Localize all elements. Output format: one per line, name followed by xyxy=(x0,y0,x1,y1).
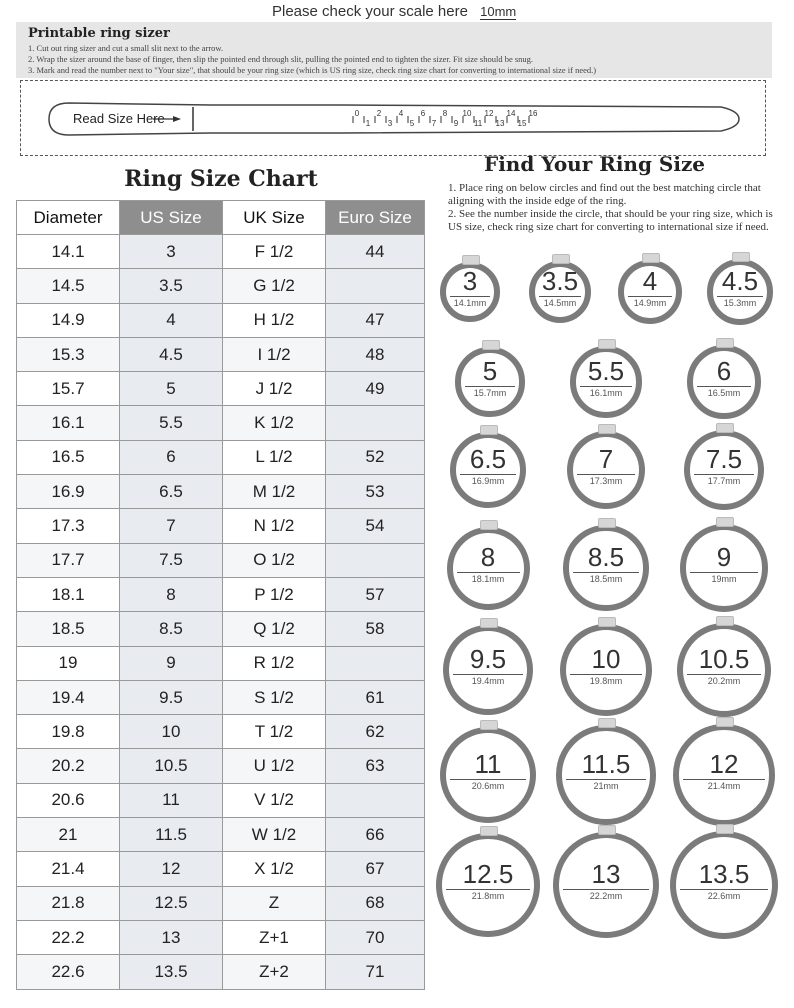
cell-euro-size: 62 xyxy=(326,715,425,749)
ring-circle xyxy=(567,431,645,509)
diamond-icon xyxy=(598,424,616,434)
cell-uk-size: I 1/2 xyxy=(223,337,326,371)
strip-scale-label: 16 xyxy=(528,109,538,118)
diamond-icon xyxy=(480,425,498,435)
ring-us-size: 9.5 xyxy=(469,643,507,674)
ring-diameter-line xyxy=(577,474,635,475)
cell-diameter: 15.3 xyxy=(17,337,120,371)
strip-scale-label: 2 xyxy=(376,109,382,118)
ring-diameter-mm: 20.6mm xyxy=(471,780,505,791)
strip-scale-label: 15 xyxy=(517,119,527,128)
cell-diameter: 16.9 xyxy=(17,475,120,509)
ring-us-size: 13 xyxy=(591,859,621,889)
ring-us-size: 3 xyxy=(462,266,478,296)
table-row xyxy=(17,955,425,989)
table-row xyxy=(17,440,425,474)
cell-uk-size: V 1/2 xyxy=(223,783,326,817)
diamond-icon xyxy=(598,718,616,728)
ring-us-size: 10.5 xyxy=(698,644,750,674)
cell-euro-size xyxy=(326,646,425,680)
header-euro-size: Euro Size xyxy=(326,201,425,235)
cell-diameter: 21 xyxy=(17,818,120,852)
ring-circle xyxy=(556,725,655,824)
cell-us-size: 7 xyxy=(120,509,223,543)
strip-scale-label: 4 xyxy=(398,109,404,118)
cell-euro-size: 58 xyxy=(326,612,425,646)
strip-scale-label: 5 xyxy=(409,119,415,128)
cell-diameter: 14.5 xyxy=(17,269,120,303)
table-row xyxy=(17,852,425,886)
diamond-icon xyxy=(462,255,480,265)
cell-us-size: 12.5 xyxy=(120,886,223,920)
cell-euro-size: 44 xyxy=(326,235,425,269)
ring-circle xyxy=(687,345,761,419)
cell-uk-size: P 1/2 xyxy=(223,577,326,611)
table-row xyxy=(17,680,425,714)
cell-us-size: 12 xyxy=(120,852,223,886)
scale-reference: 10mm xyxy=(480,4,517,19)
cell-uk-size: L 1/2 xyxy=(223,440,326,474)
strip-scale-label: 14 xyxy=(506,109,516,118)
chart-title: Ring Size Chart xyxy=(124,166,318,192)
ring-diameter-line xyxy=(694,474,755,475)
cell-euro-size xyxy=(326,543,425,577)
ring-diameter-line xyxy=(450,296,490,297)
ring-us-size: 10 xyxy=(591,643,621,674)
diamond-icon xyxy=(480,520,498,530)
cell-uk-size: Z+2 xyxy=(223,955,326,989)
table-row xyxy=(17,372,425,406)
table-row xyxy=(17,715,425,749)
cell-diameter: 22.6 xyxy=(17,955,120,989)
cell-diameter: 20.6 xyxy=(17,783,120,817)
cell-diameter: 19.4 xyxy=(17,680,120,714)
cell-euro-size: 53 xyxy=(326,475,425,509)
ring-diameter-mm: 14.9mm xyxy=(633,297,667,308)
cell-euro-size xyxy=(326,406,425,440)
cell-uk-size: T 1/2 xyxy=(223,715,326,749)
cell-euro-size: 57 xyxy=(326,577,425,611)
table-row xyxy=(17,235,425,269)
strip-scale-label: 13 xyxy=(495,119,505,128)
cell-euro-size: 49 xyxy=(326,372,425,406)
ring-diameter-line xyxy=(680,889,768,890)
ring-diameter-line xyxy=(566,779,645,780)
cell-euro-size: 52 xyxy=(326,440,425,474)
diamond-icon xyxy=(480,618,498,628)
cell-us-size: 11.5 xyxy=(120,818,223,852)
header-diameter: Diameter xyxy=(17,201,120,235)
ring-circle xyxy=(673,724,774,825)
ring-diameter-line xyxy=(563,889,649,890)
ring-diameter-line xyxy=(580,386,632,387)
diamond-icon xyxy=(598,339,616,349)
ring-us-size: 13.5 xyxy=(698,858,750,889)
strip-scale-label: 6 xyxy=(420,109,426,118)
table-row xyxy=(17,749,425,783)
ring-diameter-mm: 17.7mm xyxy=(707,475,741,486)
diamond-icon xyxy=(480,826,498,836)
table-row xyxy=(17,577,425,611)
cell-us-size: 9 xyxy=(120,646,223,680)
cell-us-size: 10.5 xyxy=(120,749,223,783)
ring-us-size: 9 xyxy=(716,541,732,572)
ring-diameter-mm: 19mm xyxy=(711,573,737,584)
cell-diameter: 19 xyxy=(17,646,120,680)
cell-euro-size: 54 xyxy=(326,509,425,543)
ring-circle xyxy=(677,623,772,718)
strip-scale-label: 0 xyxy=(354,109,360,118)
ring-diameter-line xyxy=(687,674,762,675)
ring-diameter-line xyxy=(460,474,516,475)
cell-us-size: 11 xyxy=(120,783,223,817)
cell-uk-size: G 1/2 xyxy=(223,269,326,303)
diamond-icon xyxy=(598,518,616,528)
cell-uk-size: Z+1 xyxy=(223,920,326,954)
ring-diameter-mm: 14.1mm xyxy=(453,298,487,308)
ring-diameter-line xyxy=(453,674,523,675)
table-row xyxy=(17,337,425,371)
ring-diameter-line xyxy=(539,296,581,297)
ring-us-size: 7.5 xyxy=(705,443,743,474)
ring-diameter-mm: 15.3mm xyxy=(723,297,757,308)
table-row xyxy=(17,543,425,577)
ring-us-size: 7 xyxy=(598,443,614,474)
cell-us-size: 10 xyxy=(120,715,223,749)
diamond-icon xyxy=(716,616,734,626)
cell-us-size: 7.5 xyxy=(120,543,223,577)
table-row xyxy=(17,886,425,920)
ring-circle xyxy=(570,346,642,418)
diamond-icon xyxy=(716,517,734,527)
find-step-1: 1. Place ring on below circles and find out the best matching circle that aligning with the inside edge of the ring. xyxy=(448,182,761,207)
cell-us-size: 4.5 xyxy=(120,337,223,371)
ring-diameter-mm: 21.4mm xyxy=(707,780,741,791)
cell-us-size: 5.5 xyxy=(120,406,223,440)
cell-us-size: 9.5 xyxy=(120,680,223,714)
cell-uk-size: Q 1/2 xyxy=(223,612,326,646)
cell-diameter: 17.3 xyxy=(17,509,120,543)
find-title: Find Your Ring Size xyxy=(484,152,706,176)
cell-uk-size: O 1/2 xyxy=(223,543,326,577)
table-row xyxy=(17,920,425,954)
cell-diameter: 17.7 xyxy=(17,543,120,577)
ring-circle xyxy=(684,430,765,511)
diamond-icon xyxy=(716,824,734,834)
ring-diameter-mm: 21mm xyxy=(593,780,619,791)
table-row xyxy=(17,612,425,646)
ring-us-size: 11.5 xyxy=(581,748,631,779)
cell-diameter: 14.1 xyxy=(17,235,120,269)
table-row xyxy=(17,818,425,852)
cell-us-size: 13 xyxy=(120,920,223,954)
cell-us-size: 6.5 xyxy=(120,475,223,509)
ring-circle xyxy=(707,259,774,326)
sizer-step-2: 2. Wrap the sizer around the base of finger, then slip the pointed end through slit, pulling the pointed end to tighten the sizer. Fit size should be snug. xyxy=(28,54,534,64)
ring-diameter-line xyxy=(690,572,758,573)
ring-diameter-line xyxy=(465,386,514,387)
strip-scale-label: 1 xyxy=(365,119,371,128)
ring-circle xyxy=(436,833,540,937)
ring-diameter-line xyxy=(573,572,638,573)
ring-sizer-cutout xyxy=(20,80,766,156)
cell-us-size: 3.5 xyxy=(120,269,223,303)
ring-circle xyxy=(553,832,659,938)
cell-us-size: 8 xyxy=(120,577,223,611)
printable-sizer-instructions xyxy=(16,22,772,78)
cell-uk-size: X 1/2 xyxy=(223,852,326,886)
cell-uk-size: U 1/2 xyxy=(223,749,326,783)
ring-circle xyxy=(563,525,648,610)
ring-circle xyxy=(560,624,652,716)
ring-diameter-mm: 16.5mm xyxy=(707,387,741,398)
ring-us-size: 4.5 xyxy=(721,265,759,296)
cell-diameter: 18.1 xyxy=(17,577,120,611)
ring-diameter-mm: 17.3mm xyxy=(589,475,623,486)
ring-circle xyxy=(447,527,530,610)
cell-diameter: 14.9 xyxy=(17,303,120,337)
table-row xyxy=(17,269,425,303)
ring-us-size: 4 xyxy=(642,265,658,296)
table-header-row xyxy=(17,201,425,235)
cell-euro-size: 61 xyxy=(326,680,425,714)
ring-diameter-line xyxy=(446,889,530,890)
ring-diameter-line xyxy=(457,572,520,573)
cell-euro-size: 63 xyxy=(326,749,425,783)
diamond-icon xyxy=(482,340,500,350)
cell-diameter: 19.8 xyxy=(17,715,120,749)
ring-diameter-mm: 16.9mm xyxy=(471,475,505,486)
sizer-step-1: 1. Cut out ring sizer and cut a small slit next to the arrow. xyxy=(28,43,224,53)
cell-us-size: 8.5 xyxy=(120,612,223,646)
ring-diameter-mm: 18.1mm xyxy=(471,574,505,584)
cell-us-size: 4 xyxy=(120,303,223,337)
ring-diameter-mm: 21.8mm xyxy=(471,890,505,901)
ring-us-size: 8.5 xyxy=(587,541,625,572)
ring-diameter-line xyxy=(570,674,642,675)
cell-diameter: 16.1 xyxy=(17,406,120,440)
ring-diameter-mm: 19.4mm xyxy=(471,675,505,686)
cell-uk-size: M 1/2 xyxy=(223,475,326,509)
strip-scale-label: 9 xyxy=(453,119,459,128)
diamond-icon xyxy=(552,254,570,264)
cell-uk-size: S 1/2 xyxy=(223,680,326,714)
diamond-icon xyxy=(716,717,734,727)
ring-size-table xyxy=(16,200,425,990)
cell-diameter: 21.8 xyxy=(17,886,120,920)
table-row xyxy=(17,475,425,509)
ring-us-size: 6.5 xyxy=(469,443,507,474)
cell-diameter: 16.5 xyxy=(17,440,120,474)
table-row xyxy=(17,303,425,337)
ring-diameter-mm: 15.7mm xyxy=(473,387,507,398)
cell-euro-size xyxy=(326,783,425,817)
cell-uk-size: N 1/2 xyxy=(223,509,326,543)
cell-euro-size: 47 xyxy=(326,303,425,337)
ring-us-size: 6 xyxy=(716,355,732,386)
ring-circle xyxy=(455,347,524,416)
ring-diameter-line xyxy=(450,779,527,780)
ring-diameter-line xyxy=(683,779,764,780)
ring-circle xyxy=(670,831,778,939)
scale-check xyxy=(272,3,516,20)
cell-us-size: 3 xyxy=(120,235,223,269)
cell-euro-size: 48 xyxy=(326,337,425,371)
cell-euro-size: 66 xyxy=(326,818,425,852)
header-us-size: US Size xyxy=(120,201,223,235)
cell-euro-size: 71 xyxy=(326,955,425,989)
diamond-icon xyxy=(716,338,734,348)
read-size-label: Read Size Here xyxy=(73,111,165,126)
ring-us-size: 11 xyxy=(474,748,502,779)
ring-diameter-mm: 14.5mm xyxy=(543,297,577,308)
diamond-icon xyxy=(642,253,660,263)
cell-uk-size: F 1/2 xyxy=(223,235,326,269)
table-row xyxy=(17,783,425,817)
table-row xyxy=(17,646,425,680)
cell-uk-size: Z xyxy=(223,886,326,920)
cell-diameter: 20.2 xyxy=(17,749,120,783)
ring-diameter-mm: 16.1mm xyxy=(589,388,623,398)
ring-diameter-mm: 22.6mm xyxy=(707,890,741,901)
cell-euro-size: 67 xyxy=(326,852,425,886)
strip-scale-label: 7 xyxy=(431,119,437,128)
ring-us-size: 3.5 xyxy=(541,265,579,296)
ring-circle xyxy=(450,432,526,508)
strip-scale-label: 3 xyxy=(387,119,393,128)
cell-euro-size: 68 xyxy=(326,886,425,920)
diamond-icon xyxy=(598,825,616,835)
sizer-step-3: 3. Mark and read the number next to "Your size", that should be your ring size (which is US ring size, check ring size chart for converting to international size if need.) xyxy=(28,65,597,75)
ring-diameter-mm: 20.2mm xyxy=(707,676,741,686)
ring-circle xyxy=(529,261,591,323)
table-row xyxy=(17,509,425,543)
diamond-icon xyxy=(598,617,616,627)
diamond-icon xyxy=(716,423,734,433)
ring-us-size: 12 xyxy=(709,748,739,779)
cell-diameter: 15.7 xyxy=(17,372,120,406)
ring-diameter-mm: 18.5mm xyxy=(589,573,623,584)
header-uk-size: UK Size xyxy=(223,201,326,235)
ring-us-size: 8 xyxy=(480,542,496,572)
ring-diameter-mm: 22.2mm xyxy=(589,891,623,901)
ring-us-size: 5 xyxy=(482,355,498,386)
ring-circle xyxy=(440,727,537,824)
ring-circle xyxy=(680,524,768,612)
cell-uk-size: R 1/2 xyxy=(223,646,326,680)
cell-uk-size: K 1/2 xyxy=(223,406,326,440)
ring-circle xyxy=(443,625,533,715)
diamond-icon xyxy=(732,252,750,262)
cell-diameter: 21.4 xyxy=(17,852,120,886)
sizer-title: Printable ring sizer xyxy=(28,26,170,41)
strip-scale-label: 8 xyxy=(442,109,448,118)
scale-check-text: Please check your scale here xyxy=(272,3,468,20)
ring-circle xyxy=(618,260,683,325)
find-step-2: 2. See the number inside the circle, that should be your ring size, which is US size, check ring size chart for converting to international size if need. xyxy=(448,208,773,233)
cell-euro-size: 70 xyxy=(326,920,425,954)
cell-uk-size: H 1/2 xyxy=(223,303,326,337)
cell-diameter: 18.5 xyxy=(17,612,120,646)
ring-circle xyxy=(440,262,500,322)
ring-diameter-mm: 19.8mm xyxy=(589,675,623,686)
cell-euro-size xyxy=(326,269,425,303)
diamond-icon xyxy=(480,720,498,730)
cell-uk-size: W 1/2 xyxy=(223,818,326,852)
cell-us-size: 6 xyxy=(120,440,223,474)
ring-us-size: 5.5 xyxy=(587,356,625,386)
strip-scale-label: 10 xyxy=(462,109,472,118)
strip-scale-label: 12 xyxy=(484,109,494,118)
cell-diameter: 22.2 xyxy=(17,920,120,954)
table-row xyxy=(17,406,425,440)
ring-diameter-line xyxy=(628,296,673,297)
cell-us-size: 13.5 xyxy=(120,955,223,989)
strip-scale-label: 11 xyxy=(473,119,483,128)
ring-diameter-line xyxy=(717,296,764,297)
ring-diameter-line xyxy=(697,386,751,387)
cell-us-size: 5 xyxy=(120,372,223,406)
ring-us-size: 12.5 xyxy=(462,858,514,889)
cell-uk-size: J 1/2 xyxy=(223,372,326,406)
